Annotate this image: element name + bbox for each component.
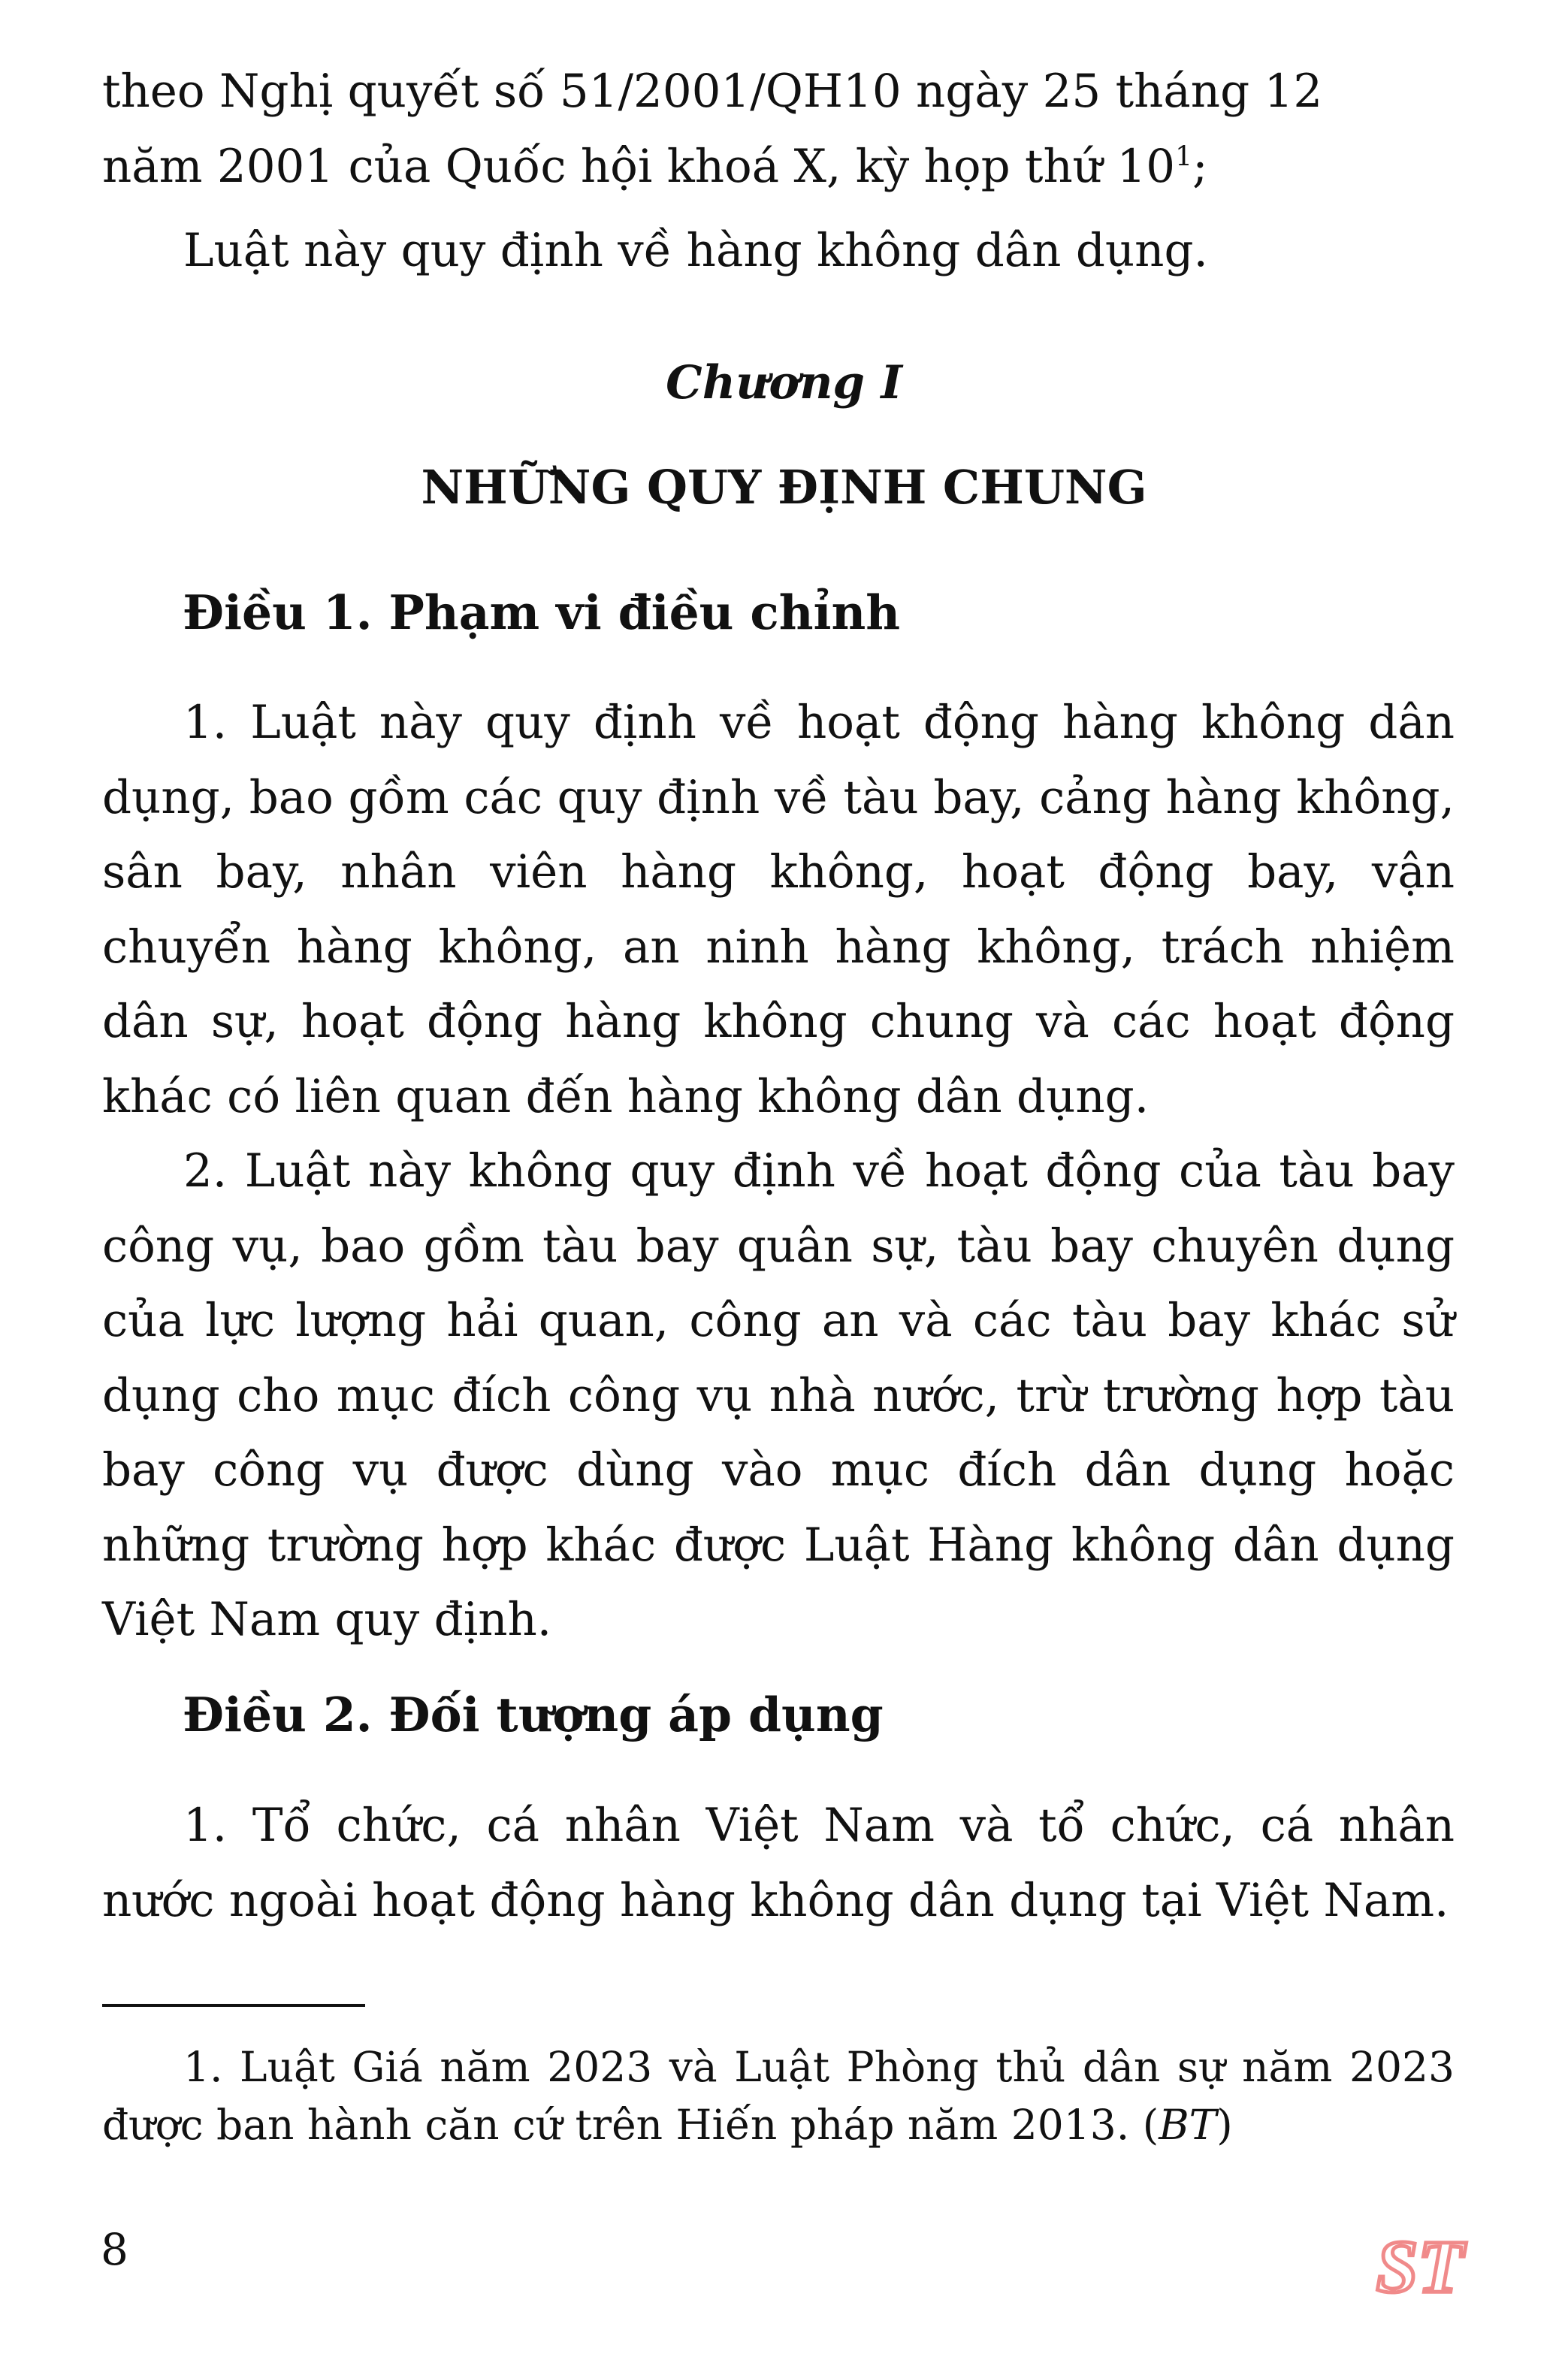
publisher-logo	[1376, 2216, 1464, 2308]
chapter-title: NHỮNG QUY ĐỊNH CHUNG	[421, 460, 1147, 515]
article-1-clause-1: 1. Luật này quy định về hoạt động hàng không dân dụng, bao gồm các quy định về tàu bay, cảng hàng không, sân bay, nhân viên hàng không, hoạt động bay, vận chuyển hàng không, an ninh hàng không, trách nhiệm dân sự, hoạt động hàng không chung và các hoạt động khác có liên quan đến hàng không dân dụng.	[102, 696, 1455, 1123]
article-2-heading: Điều 2. Đối tượng áp dụng	[183, 1687, 884, 1742]
footnote-text: 1. Luật Giá năm 2023 và Luật Phòng thủ dân sự năm 2023 được ban hành căn cứ trên Hiến pháp năm 2013. (	[102, 2043, 1455, 2149]
footnote-close: )	[1216, 2101, 1233, 2149]
intro-line-2: năm 2001 của Quốc hội khoá X, kỳ họp thứ 10	[102, 139, 1176, 193]
intro-line-2-end: ;	[1192, 139, 1208, 193]
article-1-clause-2: 2. Luật này không quy định về hoạt động của tàu bay công vụ, bao gồm tàu bay quân sự, tàu bay chuyên dụng của lực lượng hải quan, công an và các tàu bay khác sử dụng cho mục đích công vụ nhà nước, trừ trường hợp tàu bay công vụ được dùng vào mục đích dân dụng hoặc những trường hợp khác được Luật Hàng không dân dụng Việt Nam quy định.	[102, 1144, 1455, 1646]
intro-paragraph	[102, 54, 1455, 204]
chapter-label: Chương I	[666, 356, 902, 409]
footnote	[102, 2038, 1455, 2154]
article-2-clause-1: 1. Tổ chức, cá nhân Việt Nam và tổ chức, cá nhân nước ngoài hoạt động hàng không dân dụng tại Việt Nam.	[102, 1799, 1455, 1927]
intro-line-1: theo Nghị quyết số 51/2001/QH10 ngày 25 tháng 12	[102, 65, 1323, 118]
footnote-source-tag: BT	[1159, 2101, 1217, 2149]
scope-sentence: Luật này quy định về hàng không dân dụng.	[183, 224, 1208, 277]
article-1-heading: Điều 1. Phạm vi điều chỉnh	[183, 585, 901, 640]
footnote-divider	[102, 2004, 365, 2007]
page-number: 8	[101, 2224, 128, 2275]
publisher-logo-text: ST	[1376, 2225, 1464, 2308]
footnote-ref[interactable]: 1	[1175, 141, 1193, 173]
